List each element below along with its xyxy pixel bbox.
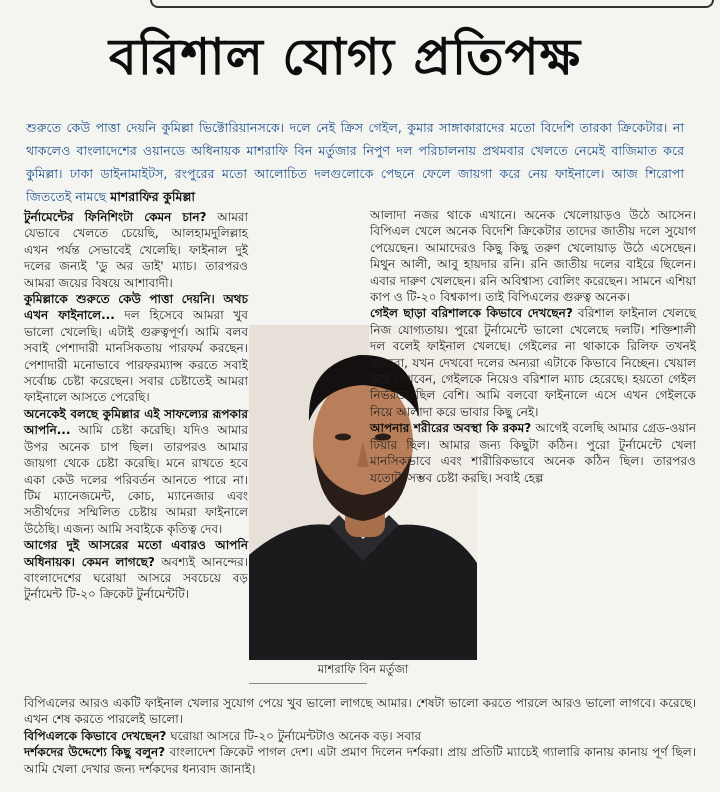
question: গেইল ছাড়া বরিশালকে কিভাবে দেখছেন? — [370, 306, 573, 321]
headline: বরিশাল যোগ্য প্রতিপক্ষ — [108, 27, 582, 86]
answer: দল হিসেবে আমরা খুব ভালো খেলেছি। এটাই গুরুত্বপূর্ণ। আমি বলব সবাই পেশাদারী মানসিকতায় পারফর্ম করছেন। পেশাদারী মনোভাবে পারফরম্যান্স করতে সবাই সর্বোচ্চ চেষ্টা করেছেন। সবার চেষ্টাতেই আমরা ফাইনালে আসতে পেরেছি। — [24, 308, 248, 405]
question: অনেকেই বলছে কুমিল্লার এই সাফল্যের রূপকার আপনি... — [24, 406, 248, 438]
answer: আমরা যেভাবে খেলতে চেয়েছি, আলহামদুলিল্লাহ এখন পর্যন্ত সেভাবেই খেলেছি। ফাইনাল দুই দলের জন্যই 'ডু অর ডাই' ম্যাচ। তারপরও আমরা জয়ের বিষয়ে আশাবাদী। — [24, 210, 248, 290]
question: বিপিএলকে কিভাবে দেখছেন? — [24, 728, 167, 743]
question: আপনার শরীরের অবস্থা কি রকম? — [370, 421, 532, 436]
bottom-block — [24, 695, 696, 777]
question: কুমিল্লাকে শুরুতে কেউ পাত্তা দেয়নি। অথচ এখন ফাইনালে... — [24, 292, 248, 323]
right-column — [370, 207, 696, 486]
answer: ঘরোয়া আসরে টি-২০ টুর্নামেন্টটাও অনেক বড়। সবার — [170, 728, 422, 743]
top-border-rule — [150, 0, 714, 8]
photo-left-eye — [335, 434, 351, 441]
photo-caption: মাশরাফি বিন মর্তুজা — [317, 662, 409, 676]
question: টুর্নামেন্টের ফিনিশিংটা কেমন চান? — [24, 210, 207, 224]
caption-divider — [249, 683, 367, 684]
answer: বিপিএলের আরও একটি ফাইনাল খেলার সুযোগ পেয়ে খুব ভালো লাগছে আমার। শেষটা ভালো করতে পারলে আরও ভালো লাগবে। করেছে। এখন শেষ করতে পারলেই ভালো। — [24, 696, 696, 727]
left-column — [24, 209, 248, 603]
answer: অবশ্যই আনন্দের। বাংলাদেশের ঘরোয়া আসরে সবচেয়ে বড় টুর্নামেন্ট টি-২০ ক্রিকেট টুর্নামেন্টটি। — [24, 554, 248, 602]
answer: আগেই বলেছি আমার গ্রেড-ওয়ান টিয়ার ছিল। আমার জন্য কিছুটা কঠিন। পুরো টুর্নামেন্টে খেলা মানসিকভাবে এবং শারীরিকভাবে অনেক কঠিন ছিল। তারপরও যতোটা সম্ভব চেষ্টা করছি। সবাই হেল্প — [370, 421, 696, 485]
question: দর্শকদের উদ্দেশ্যে কিছু বলুন? — [24, 745, 166, 760]
intro-paragraph — [26, 116, 684, 208]
answer: আলাদা নজর থাকে এখানে। অনেক খেলোয়াড়ও উঠে আসেন। বিপিএল খেলে অনেক বিদেশি ক্রিকেটার তাদের জাতীয় দলে সুযোগ পেয়েছেন। আমাদেরও কিছু কিছু তরুণ খেলোয়াড় উঠে এসেছেন। মিথুন আলী, আবু হায়দার রনি। রনি জাতীয় দলের বাইরে ছিলেন। এবার দারুণ খেলছেন। রনি অবিশ্বাস্য বোলিং করেছেন। সামনে এশিয়া কাপ ও টি-২০ বিশ্বকাপ। তাই বিপিএলের গুরুত্ব অনেক। — [370, 208, 696, 305]
answer: বাংলাদেশ ক্রিকেট পাগল দেশ। এটা প্রমাণ দিলেন দর্শকরা। প্রায় প্রতিটি ম্যাচেই গ্যালারি কানায় কানায় পূর্ণ ছিল। আমি খেলা দেখার জন্য দর্শকদের ধন্যবাদ জানাই। — [24, 745, 696, 776]
intro-text: শুরুতে কেউ পাত্তা দেয়নি কুমিল্লা ভিক্টোরিয়ানসকে। দলে নেই ক্রিস গেইল, কুমার সাঙ্গাকারাদের মতো বিদেশি তারকা ক্রিকেটার। না থাকলেও বাংলাদেশের ওয়ানডে অধিনায়ক মাশরাফি বিন মর্তুজার নিপুণ দল পরিচালনায় প্রথমবার খেলতে নেমেই বাজিমাত করে কুমিল্লা। ঢাকা ডাইনামাইটস, রংপুরের মতো আলোচিত দলগুলোকে পেছনে ফেলে জায়গা করে নেয় ফাইনালে। আজ শিরোপা জিততেই নামছে — [26, 120, 684, 204]
intro-emphasis: মাশরাফির কুমিল্লা — [110, 189, 196, 204]
question: আগের দুই আসরের মতো এবারও আপনি অধিনায়ক। কেমন লাগছে? — [24, 538, 248, 569]
answer: আমি চেষ্টা করেছি। যদিও আমার উপর অনেক চাপ ছিল। তারপরও আমার জায়গা থেকে চেষ্টা করেছি। মনে রাখতে হবে একা কেউ দলের পরিবর্তন আনতে পারে না। টিম ম্যানেজমেন্ট, কোচ, ম্যানেজার এবং সতীর্থদের সম্মিলিত চেষ্টায় আমরা ফাইনালে উঠেছি। এজন্য আমি সবাইকে কৃতিত্ব দেব। — [24, 423, 248, 536]
answer: বরিশাল ফাইনাল খেলছে নিজ যোগ্যতায়। পুরো টুর্নামেন্টে ভালো খেলেছে দলটি। শক্তিশালী দল বলেই ফাইনাল খেলছে। গেইলের না থাকাকে রিলিফ তখনই ভাববো, যখন দেখবো দলের অন্যরা এটাকে কিভাবে নিচ্ছেন। খেয়াল করে দেখবেন, গেইলকে নিয়েও বরিশাল ম্যাচ হেরেছে। হয়তো গেইল নির্ভরতা ছিল বেশি। আমি বলবো ফাইনালে এসে এখন গেইলকে নিয়ে আলাদা করে ভাবার কিছু নেই। — [370, 306, 696, 419]
